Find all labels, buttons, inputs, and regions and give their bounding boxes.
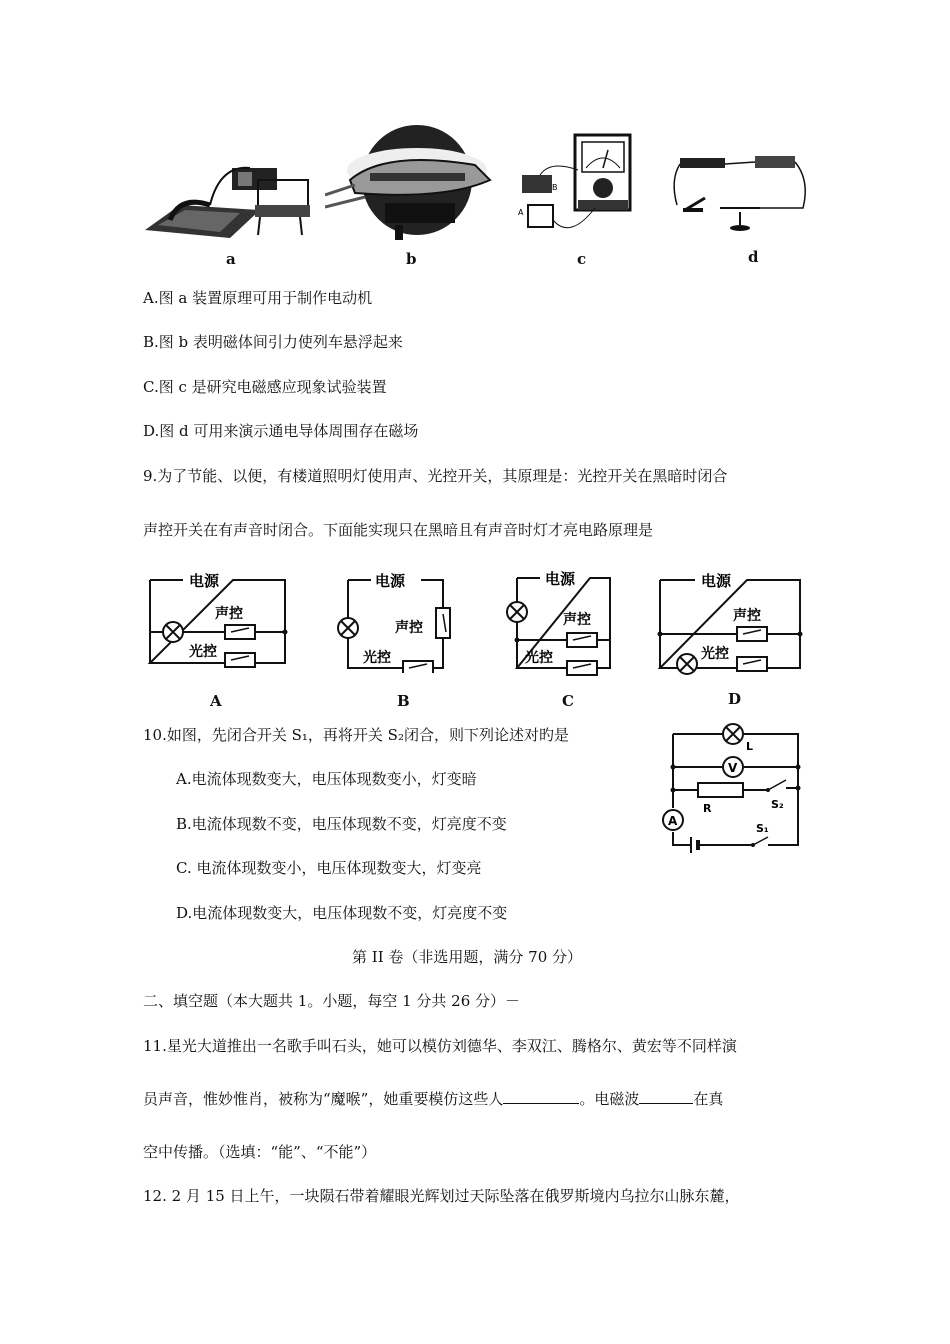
figure-b-maglev-train (325, 125, 505, 245)
part2-title: 第 II 卷（非选用题，满分 70 分） (352, 948, 583, 966)
svg-text:光控: 光控 (525, 650, 553, 666)
q12-line1: 12. 2 月 15 日上午，一块陨石带着耀眼光辉划过天际坠落在俄罗斯境内乌拉尔山脉东麓， (143, 1187, 740, 1205)
svg-text:S₂: S₂ (771, 798, 784, 811)
q10-option-b: B.电流体现数不变，电压体现数不变，灯亮度不变 (176, 815, 507, 833)
svg-text:声控: 声控 (733, 608, 761, 624)
power-label: 电源 (189, 572, 220, 590)
q8-option-b: B.图 b 表明磁体间引力使列车悬浮起来 (143, 333, 403, 351)
q9-stem-line2: 声控开关在有声音时闭合。下面能实现只在黑暗且有声音时灯才亮电路原理是 (143, 521, 654, 539)
q9-label-b: B (397, 692, 410, 710)
svg-text:S₁: S₁ (756, 822, 769, 835)
svg-text:电源: 电源 (545, 570, 576, 588)
section-fill-in-heading: 二、填空题（本大题共 1。小题，每空 1 分共 26 分）－ (143, 992, 521, 1010)
svg-text:声控: 声控 (215, 606, 243, 622)
q11-line3: 空中传播。（选填：“能”、“不能”） (143, 1143, 377, 1161)
light-switch-icon (403, 661, 433, 673)
sound-switch-icon (737, 627, 767, 641)
figure-a-motor-apparatus (140, 150, 310, 245)
figure-d-oersted-setup (665, 150, 815, 240)
light-switch-icon (567, 661, 597, 675)
sound-switch-icon (225, 625, 255, 639)
figure-label-c: c (577, 250, 587, 268)
light-switch-icon (737, 657, 767, 671)
q9-circuit-b (333, 568, 463, 673)
q10-option-d: D.电流体现数变大，电压体现数不变，灯亮度不变 (176, 904, 508, 922)
svg-text:V: V (728, 761, 738, 775)
figure-c-induction-setup (510, 130, 640, 245)
q9-stem-line1: 9.为了节能、以便，有楼道照明灯使用声、光控开关，其原理是：光控开关在黑暗时闭合 (143, 467, 728, 485)
svg-text:光控: 光控 (701, 646, 729, 662)
q11-line2: 员声音，惟妙惟肖，被称为“魔喉”，她重要模仿这些人 。电磁波 在真 (143, 1090, 724, 1108)
q9-circuit-c (505, 568, 625, 678)
svg-text:L: L (746, 740, 754, 753)
switch-s1-icon (753, 837, 768, 845)
figure-label-b: b (406, 250, 417, 268)
light-switch-icon (225, 653, 255, 667)
q11-blank-1[interactable] (503, 1089, 579, 1104)
switch-s2-icon (768, 780, 786, 790)
figure-label-d: d (748, 248, 759, 266)
svg-text:B: B (552, 183, 558, 192)
svg-text:电源: 电源 (701, 572, 732, 590)
q9-circuit-d (655, 568, 805, 678)
q8-option-a: A.图 a 装置原理可用于制作电动机 (143, 289, 373, 307)
svg-text:R: R (703, 802, 712, 815)
q9-circuit-a (145, 568, 295, 673)
q10-option-c: C. 电流体现数变小，电压体现数变大，灯变亮 (176, 859, 482, 877)
sound-switch-icon (436, 608, 450, 638)
sound-switch-icon (567, 633, 597, 647)
q10-option-a: A.电流体现数变大，电压体现数变小，灯变暗 (176, 770, 477, 788)
q9-label-d: D (728, 690, 742, 708)
q10-circuit (658, 720, 808, 855)
q8-option-c: C.图 c 是研究电磁感应现象试验装置 (143, 378, 387, 396)
svg-text:电源: 电源 (375, 572, 406, 590)
svg-text:光控: 光控 (363, 650, 391, 666)
q8-option-d: D.图 d 可用来演示通电导体周围存在磁场 (143, 422, 419, 440)
svg-text:A: A (518, 208, 524, 217)
svg-text:声控: 声控 (563, 612, 591, 628)
q10-stem: 10.如图，先闭合开关 S₁，再将开关 S₂闭合，则下列论述对旳是 (143, 726, 569, 744)
q9-label-c: C (562, 692, 574, 710)
svg-text:光控: 光控 (189, 644, 217, 660)
q9-label-a: A (210, 692, 222, 710)
q11-line1: 11.星光大道推出一名歌手叫石头，她可以模仿刘德华、李双江、腾格尔、黄宏等不同样演 (143, 1037, 737, 1055)
svg-text:A: A (668, 814, 678, 828)
svg-text:声控: 声控 (395, 620, 423, 636)
figure-label-a: a (226, 250, 236, 268)
q11-blank-2[interactable] (639, 1089, 693, 1104)
resistor-icon (698, 783, 743, 797)
